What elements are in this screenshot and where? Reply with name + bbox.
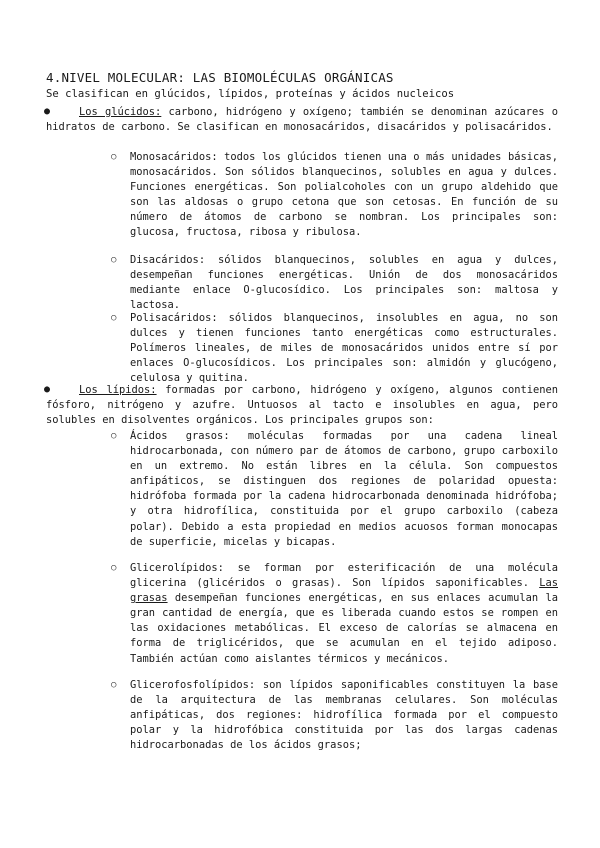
section-subtitle: Se clasifican en glúcidos, lípidos, proteínas y ácidos nucleicos [46, 88, 455, 100]
lipidos-term: Los lípidos: [79, 384, 157, 396]
grasas-term: Las grasas [130, 577, 558, 605]
glicerolipidos-item [130, 561, 558, 667]
glicerofosfolipidos-item: Glicerofosfolípidos: son lípidos saponificables constituyen la base de la arquitectura de las membranas celulares. Son moléculas anfipáticas, dos regiones: hidrofílica formada por el compuesto polar y la hidrofóbica constituida por las dos largas cadenas hidrocarbonadas de los ácidos grasos; [130, 679, 558, 752]
glicerolipidos-text-a: Glicerolípidos: se forman por esterificación de una molécula glicerina (glicéridos o grasas). Son lípidos saponificables. [130, 562, 558, 590]
sub-bullet-icon: ○ [111, 563, 117, 573]
acidos-grasos-item: Ácidos grasos: moléculas formadas por una cadena lineal hidrocarbonada, con número par de átomos de carbono, grupo carboxilo en un extremo. No están libres en la célula. Son compuestos anfipáticos, se distinguen dos regiones de polaridad opuesta: hidrófoba formada por la cadena hidrocarbonada denominada hidrófoba; y otra hidrofílica, constituida por el grupo carboxilo (cabeza polar). Debido a esta propiedad en medios acuosos forman monocapas de superficie, micelas y bicapas. [130, 430, 558, 548]
monosacaridos-item: Monosacáridos: todos los glúcidos tienen una o más unidades básicas, monosacáridos. Son sólidos blanquecinos, solubles en agua y dulces. Funciones energéticas. Son polialcoholes con un grupo aldehido que son las aldosas o grupo cetona que son cetosas. En función de su número de átomos de carbono se nombran. Los principales son: glucosa, fructosa, ribosa y ribulosa. [130, 151, 558, 239]
sub-bullet-icon: ○ [111, 255, 117, 265]
sub-bullet-icon: ○ [111, 680, 117, 690]
polisacaridos-item: Polisacáridos: sólidos blanquecinos, insolubles en agua, no son dulces y tienen funciones tanto energéticas como estructurales. Polímeros lineales, de miles de monosacáridos unidos entre sí por enlaces O-glucosídicos. Los principales son: almidón y glucógeno, celulosa y quitina. [130, 312, 558, 385]
sub-bullet-icon: ○ [111, 152, 117, 162]
sub-bullet-icon: ○ [111, 313, 117, 323]
glucidos-term: Los glúcidos: [79, 106, 162, 118]
lipidos-paragraph [46, 383, 558, 428]
glucidos-text: carbono, hidrógeno y oxígeno; también se denominan azúcares o hidratos de carbono. Se clasifican en monosacáridos, disacáridos y polisacáridos. [46, 106, 558, 134]
bullet-icon: ● [44, 384, 51, 395]
bullet-icon: ● [44, 106, 51, 117]
glucidos-paragraph [46, 105, 558, 135]
sub-bullet-icon: ○ [111, 431, 117, 441]
lipidos-text: formadas por carbono, hidrógeno y oxígeno, algunos contienen fósforo, nitrógeno y azufre. Untuosos al tacto e insolubles en agua, pero solubles en disolventes orgánicos. Los principales grupos son: [46, 384, 558, 427]
glicerolipidos-text-b: desempeñan funciones energéticas, en sus enlaces acumulan la gran cantidad de energía, que es liberada cuando estos se rompen en las oxidaciones metabólicas. El exceso de calorías se almacena en forma de triglicéridos, que se acumulan en el tejido adiposo. También actúan como aislantes térmicos y mecánicos. [130, 592, 558, 665]
section-title: 4.NIVEL MOLECULAR: LAS BIOMOLÉCULAS ORGÁNICAS [46, 70, 394, 85]
disacaridos-item: Disacáridos: sólidos blanquecinos, solubles en agua y dulces, desempeñan funciones energéticas. Unión de dos monosacáridos mediante enlace O-glucosídico. Los principales son: maltosa y lactosa. [130, 254, 558, 312]
